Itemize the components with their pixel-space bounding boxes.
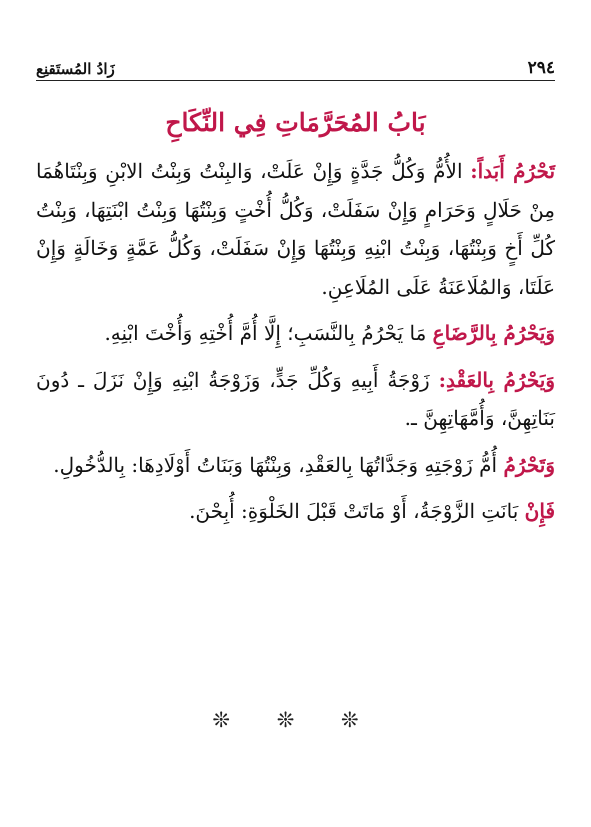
paragraph-lead: تَحْرُمُ أَبَداً: — [470, 159, 556, 183]
paragraph-lead: وَيَحْرُمُ بِالرَّضَاعِ — [432, 321, 555, 345]
paragraph-text: بَانَتِ الزَّوْجَةُ، أَوْ مَاتَتْ قَبْلَ الخَلْوَةِ: أُبِحْنَ. — [189, 499, 525, 523]
paragraph-text: الأُمُّ وَكُلُّ جَدَّةٍ وَإِنْ عَلَتْ، وَالبِنْتُ وَبِنْتُ الابْنِ وَبِنْتَاهُمَا مِنْ حَلَالٍ وَحَرَامٍ وَإِنْ سَفَلَتْ، وَكُلُّ أُخْتٍ وَبِنْتُهَا وَبِنْتُ ابْنَتِهَا، وَبِنْتُ كُلِّ أَخٍ وَبِنْتُهَا، وَبِنْتُ ابْنِهِ وَبِنْتُهَا وَإِنْ سَفَلَتْ، وَكُلُّ عَمَّةٍ وَخَالَةٍ وَإِنْ عَلَتَا، وَالمُلَاعَنَةُ عَلَى المُلَاعِنِ. — [36, 159, 555, 299]
paragraph-lead: وَيَحْرُمُ بِالعَقْدِ: — [438, 367, 555, 392]
paragraph-lead: وَتَحْرُمُ — [503, 452, 555, 477]
paragraph-wife-relatives — [36, 446, 555, 485]
paragraph-nursing — [36, 314, 555, 353]
paragraph-separation — [36, 492, 555, 531]
paragraph-contract — [36, 361, 555, 438]
chapter-title: بَابُ المُحَرَّمَاتِ فِي النِّكَاحِ — [165, 108, 426, 137]
section-end-ornament: ❊ ❊ ❊ — [212, 708, 379, 732]
body-text — [36, 152, 555, 539]
header-rule — [36, 80, 555, 81]
paragraph-text: مَا يَحْرُمُ بِالنَّسَبِ؛ إِلَّا أُمَّ أُخْتِهِ وَأُخْتَ ابْنِهِ. — [104, 321, 433, 345]
paragraph-lead: فَإِنْ — [524, 499, 555, 523]
paragraph-text: زَوْجَةُ أَبِيهِ وَكُلِّ جَدٍّ، وَزَوْجَةُ ابْنِهِ وَإِنْ نَزَلَ ـ دُونَ بَنَاتِهِنَّ، وَأُمَّهَاتِهِنَّ ـ. — [36, 367, 555, 430]
running-head — [36, 56, 555, 78]
book-title: زَادُ المُستَقنِع — [36, 60, 115, 78]
paragraph-text: أُمُّ زَوْجَتِهِ وَجَدَّاتُهَا بِالعَقْدِ، وَبِنْتُهَا وَبَنَاتُ أَوْلَادِهَا: بِالدُّخُولِ. — [53, 452, 504, 477]
page-number: ٢٩٤ — [527, 58, 555, 78]
paragraph-permanent-prohibitions — [36, 152, 555, 306]
